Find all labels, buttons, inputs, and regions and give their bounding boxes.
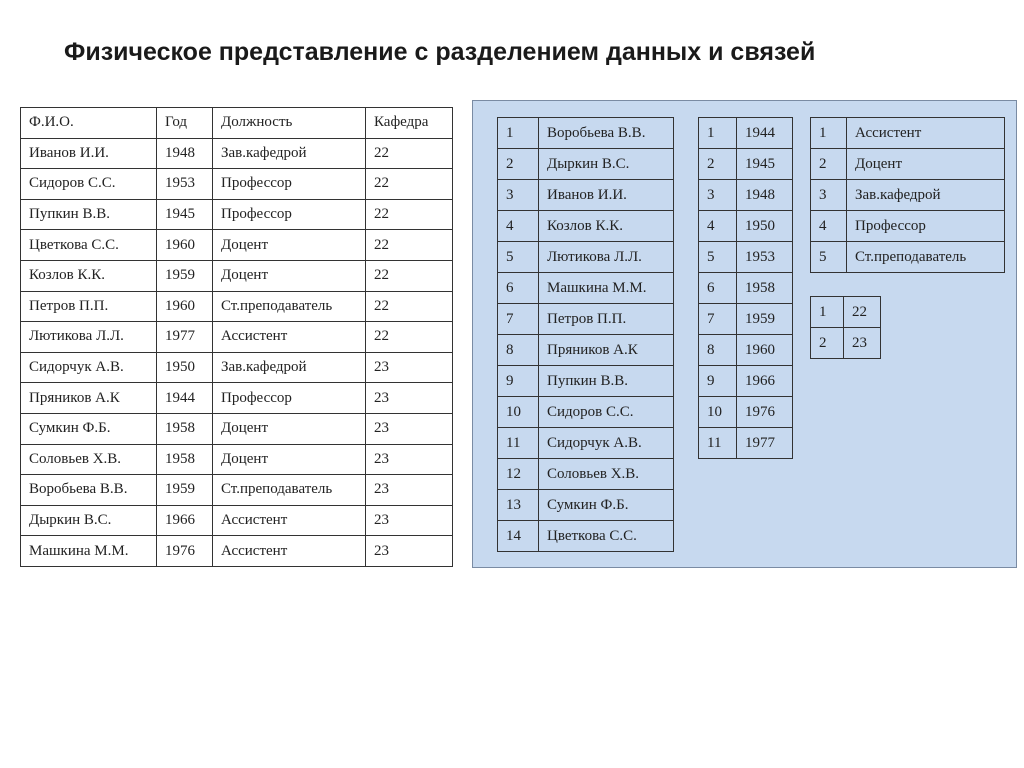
table-row bbox=[21, 230, 453, 261]
positions-table bbox=[810, 117, 1005, 273]
table-cell: 4 bbox=[699, 211, 737, 242]
table-cell: Ст.преподаватель bbox=[213, 475, 366, 506]
table-row bbox=[498, 397, 674, 428]
table-row bbox=[811, 242, 1005, 273]
table-cell: 8 bbox=[699, 335, 737, 366]
table-cell: 10 bbox=[699, 397, 737, 428]
table-cell: Дыркин В.С. bbox=[539, 149, 674, 180]
table-cell: 23 bbox=[366, 475, 453, 506]
table-cell: 22 bbox=[366, 230, 453, 261]
table-cell: Ст.преподаватель bbox=[213, 291, 366, 322]
employees-table bbox=[20, 107, 453, 567]
table-cell: Машкина М.М. bbox=[21, 536, 157, 567]
table-cell: 1948 bbox=[737, 180, 793, 211]
table-cell: 3 bbox=[811, 180, 847, 211]
table-cell: 9 bbox=[498, 366, 539, 397]
table-cell: 1976 bbox=[737, 397, 793, 428]
table-cell: 22 bbox=[844, 297, 881, 328]
table-row bbox=[21, 199, 453, 230]
table-cell: Машкина М.М. bbox=[539, 273, 674, 304]
page-title: Физическое представление с разделением данных и связей bbox=[64, 38, 816, 66]
positions-table-body bbox=[811, 118, 1005, 273]
table-cell: Пряников А.К bbox=[21, 383, 157, 414]
table-row bbox=[21, 352, 453, 383]
normalized-tables-panel bbox=[472, 100, 1017, 568]
departments-table bbox=[810, 296, 881, 359]
table-cell: 5 bbox=[498, 242, 539, 273]
table-cell: Пупкин В.В. bbox=[21, 199, 157, 230]
table-cell: 1958 bbox=[157, 444, 213, 475]
table-cell: Козлов К.К. bbox=[21, 260, 157, 291]
table-row bbox=[498, 521, 674, 552]
table-cell: Сидорчук А.В. bbox=[539, 428, 674, 459]
table-cell: Зав.кафедрой bbox=[213, 352, 366, 383]
table-cell: 7 bbox=[498, 304, 539, 335]
table-cell: 1945 bbox=[157, 199, 213, 230]
table-row bbox=[498, 273, 674, 304]
table-cell: 1950 bbox=[157, 352, 213, 383]
table-cell: Сидоров С.С. bbox=[21, 169, 157, 200]
table-row bbox=[811, 180, 1005, 211]
table-cell: Цветкова С.С. bbox=[539, 521, 674, 552]
table-cell: 1966 bbox=[157, 505, 213, 536]
table-cell: 22 bbox=[366, 138, 453, 169]
table-cell: 5 bbox=[699, 242, 737, 273]
table-row bbox=[699, 149, 793, 180]
table-row bbox=[699, 273, 793, 304]
table-cell: 1960 bbox=[737, 335, 793, 366]
table-cell: 1977 bbox=[737, 428, 793, 459]
table-cell: 22 bbox=[366, 169, 453, 200]
table-cell: 9 bbox=[699, 366, 737, 397]
table-cell: Соловьев Х.В. bbox=[539, 459, 674, 490]
table-cell: 1945 bbox=[737, 149, 793, 180]
table-row bbox=[811, 118, 1005, 149]
years-table bbox=[698, 117, 793, 459]
table-cell: Дыркин В.С. bbox=[21, 505, 157, 536]
column-header: Должность bbox=[213, 108, 366, 139]
table-cell: Ассистент bbox=[213, 322, 366, 353]
table-cell: 22 bbox=[366, 199, 453, 230]
table-row bbox=[699, 366, 793, 397]
table-cell: 11 bbox=[498, 428, 539, 459]
table-cell: Иванов И.И. bbox=[539, 180, 674, 211]
table-row bbox=[498, 242, 674, 273]
table-cell: 1966 bbox=[737, 366, 793, 397]
table-cell: Ассистент bbox=[213, 536, 366, 567]
table-cell: 1953 bbox=[157, 169, 213, 200]
table-cell: 13 bbox=[498, 490, 539, 521]
table-cell: 1953 bbox=[737, 242, 793, 273]
names-table bbox=[497, 117, 674, 552]
table-cell: 23 bbox=[366, 352, 453, 383]
table-cell: 5 bbox=[811, 242, 847, 273]
table-row bbox=[21, 444, 453, 475]
table-row bbox=[21, 291, 453, 322]
table-cell: Ассистент bbox=[213, 505, 366, 536]
table-cell: Доцент bbox=[847, 149, 1005, 180]
table-cell: 2 bbox=[699, 149, 737, 180]
table-cell: Лютикова Л.Л. bbox=[21, 322, 157, 353]
table-cell: 1948 bbox=[157, 138, 213, 169]
table-cell: 12 bbox=[498, 459, 539, 490]
table-row bbox=[21, 413, 453, 444]
table-cell: 1 bbox=[699, 118, 737, 149]
table-row bbox=[21, 260, 453, 291]
employees-table-body bbox=[21, 108, 453, 567]
table-cell: 7 bbox=[699, 304, 737, 335]
table-cell: Петров П.П. bbox=[21, 291, 157, 322]
table-row bbox=[498, 118, 674, 149]
table-cell: 1976 bbox=[157, 536, 213, 567]
column-header: Кафедра bbox=[366, 108, 453, 139]
table-row bbox=[498, 180, 674, 211]
table-cell: 1958 bbox=[737, 273, 793, 304]
table-cell: Ст.преподаватель bbox=[847, 242, 1005, 273]
table-cell: Доцент bbox=[213, 230, 366, 261]
table-cell: 1958 bbox=[157, 413, 213, 444]
table-cell: 22 bbox=[366, 322, 453, 353]
table-cell: 4 bbox=[811, 211, 847, 242]
table-cell: Пряников А.К bbox=[539, 335, 674, 366]
table-cell: Соловьев Х.В. bbox=[21, 444, 157, 475]
table-row bbox=[21, 536, 453, 567]
table-row bbox=[498, 211, 674, 242]
table-cell: Зав.кафедрой bbox=[847, 180, 1005, 211]
table-cell: 1944 bbox=[157, 383, 213, 414]
table-cell: Петров П.П. bbox=[539, 304, 674, 335]
table-row bbox=[811, 297, 881, 328]
names-table-body bbox=[498, 118, 674, 552]
table-cell: Сидоров С.С. bbox=[539, 397, 674, 428]
table-cell: 1 bbox=[811, 297, 844, 328]
table-cell: Доцент bbox=[213, 260, 366, 291]
table-cell: Лютикова Л.Л. bbox=[539, 242, 674, 273]
table-cell: 14 bbox=[498, 521, 539, 552]
table-cell: 1959 bbox=[157, 260, 213, 291]
table-cell: Профессор bbox=[213, 199, 366, 230]
table-row bbox=[21, 383, 453, 414]
years-table-body bbox=[699, 118, 793, 459]
table-row bbox=[699, 335, 793, 366]
table-row bbox=[699, 304, 793, 335]
table-cell: 23 bbox=[366, 413, 453, 444]
table-row bbox=[699, 118, 793, 149]
table-row bbox=[21, 505, 453, 536]
table-cell: 23 bbox=[366, 536, 453, 567]
table-cell: 1959 bbox=[157, 475, 213, 506]
table-cell: 1960 bbox=[157, 230, 213, 261]
table-cell: 8 bbox=[498, 335, 539, 366]
table-cell: 1959 bbox=[737, 304, 793, 335]
table-row bbox=[811, 211, 1005, 242]
table-cell: 6 bbox=[498, 273, 539, 304]
table-cell: 4 bbox=[498, 211, 539, 242]
table-cell: 1950 bbox=[737, 211, 793, 242]
table-cell: 1960 bbox=[157, 291, 213, 322]
table-cell: Сидорчук А.В. bbox=[21, 352, 157, 383]
column-header: Ф.И.О. bbox=[21, 108, 157, 139]
departments-table-body bbox=[811, 297, 881, 359]
table-row bbox=[699, 242, 793, 273]
table-row bbox=[699, 428, 793, 459]
table-cell: 1 bbox=[811, 118, 847, 149]
table-cell: Иванов И.И. bbox=[21, 138, 157, 169]
table-row bbox=[498, 428, 674, 459]
table-cell: 1944 bbox=[737, 118, 793, 149]
column-header: Год bbox=[157, 108, 213, 139]
table-row bbox=[699, 397, 793, 428]
table-cell: 11 bbox=[699, 428, 737, 459]
table-cell: Пупкин В.В. bbox=[539, 366, 674, 397]
table-cell: Профессор bbox=[213, 383, 366, 414]
table-cell: 2 bbox=[498, 149, 539, 180]
table-row bbox=[21, 475, 453, 506]
table-cell: 2 bbox=[811, 149, 847, 180]
table-cell: Профессор bbox=[213, 169, 366, 200]
table-cell: 2 bbox=[811, 328, 844, 359]
table-cell: Козлов К.К. bbox=[539, 211, 674, 242]
table-cell: 3 bbox=[498, 180, 539, 211]
table-cell: Воробьева В.В. bbox=[539, 118, 674, 149]
table-cell: 23 bbox=[366, 444, 453, 475]
table-row bbox=[498, 490, 674, 521]
table-cell: Ассистент bbox=[847, 118, 1005, 149]
table-row bbox=[811, 149, 1005, 180]
table-cell: 23 bbox=[844, 328, 881, 359]
table-header-row bbox=[21, 108, 453, 139]
table-cell: Сумкин Ф.Б. bbox=[539, 490, 674, 521]
table-cell: Воробьева В.В. bbox=[21, 475, 157, 506]
table-row bbox=[498, 304, 674, 335]
table-row bbox=[498, 366, 674, 397]
table-cell: Профессор bbox=[847, 211, 1005, 242]
table-cell: 1 bbox=[498, 118, 539, 149]
table-row bbox=[498, 459, 674, 490]
table-row bbox=[21, 322, 453, 353]
table-cell: 10 bbox=[498, 397, 539, 428]
table-cell: 23 bbox=[366, 383, 453, 414]
table-row bbox=[699, 211, 793, 242]
table-cell: Цветкова С.С. bbox=[21, 230, 157, 261]
table-row bbox=[498, 149, 674, 180]
table-cell: 23 bbox=[366, 505, 453, 536]
table-cell: Сумкин Ф.Б. bbox=[21, 413, 157, 444]
table-row bbox=[21, 169, 453, 200]
table-row bbox=[21, 138, 453, 169]
table-cell: Доцент bbox=[213, 444, 366, 475]
table-cell: 6 bbox=[699, 273, 737, 304]
table-cell: 22 bbox=[366, 291, 453, 322]
table-cell: 22 bbox=[366, 260, 453, 291]
table-row bbox=[699, 180, 793, 211]
table-cell: Зав.кафедрой bbox=[213, 138, 366, 169]
table-cell: 3 bbox=[699, 180, 737, 211]
table-row bbox=[498, 335, 674, 366]
table-cell: 1977 bbox=[157, 322, 213, 353]
table-row bbox=[811, 328, 881, 359]
table-cell: Доцент bbox=[213, 413, 366, 444]
